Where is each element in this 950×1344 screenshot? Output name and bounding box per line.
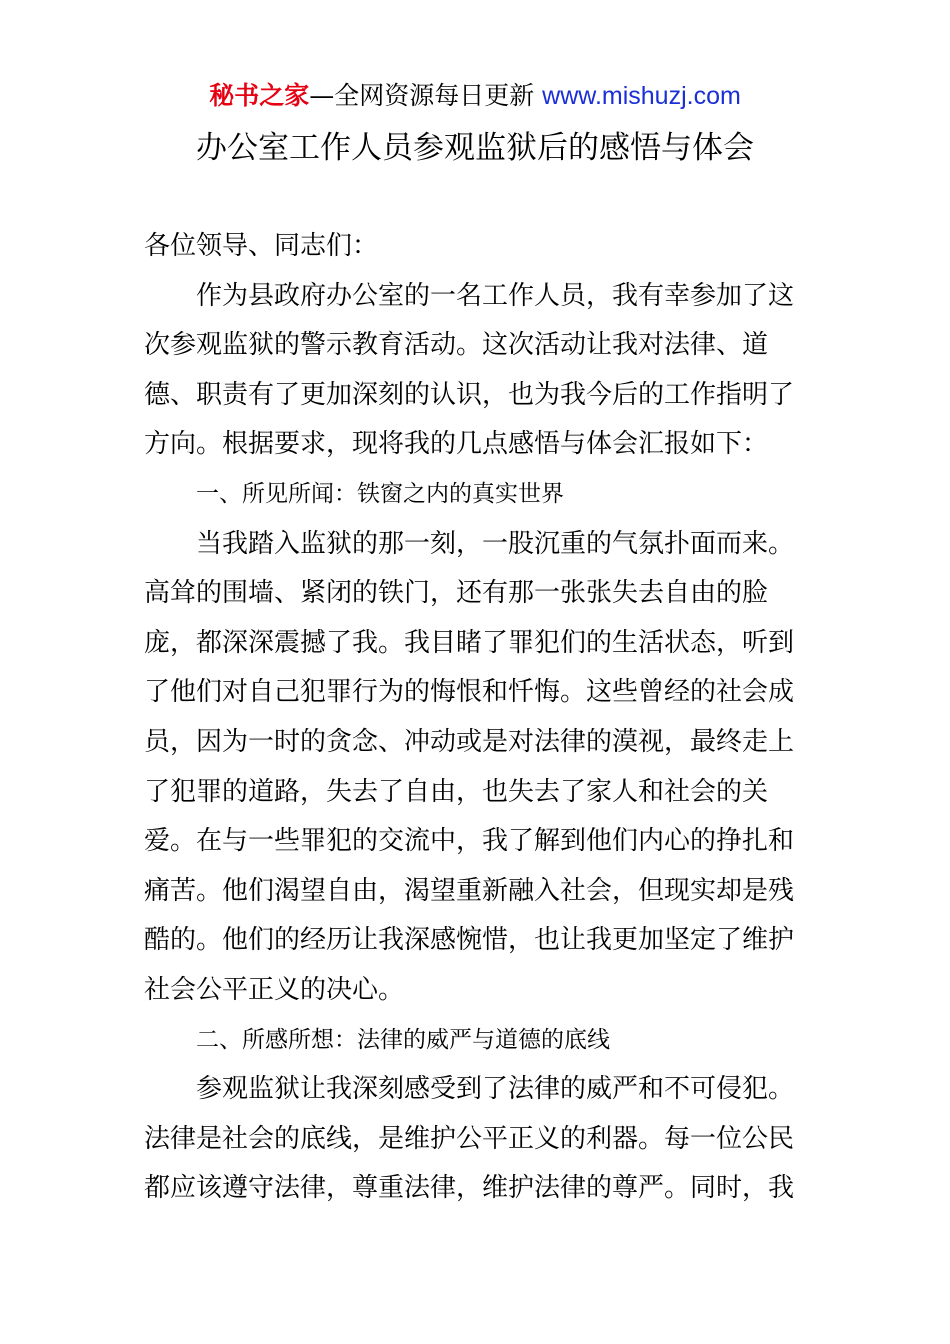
text-line: 庞，都深深震撼了我。我目睹了罪犯们的生活状态，听到 [144,627,795,658]
text-line: 酷的。他们的经历让我深感惋惜，也让我更加坚定了维护 [144,925,795,956]
text-line: 参观监狱让我深刻感受到了法律的威严和不可侵犯。 [196,1074,795,1105]
text-line: 法律是社会的底线，是维护公平正义的利器。每一位公民 [144,1123,795,1154]
text-line: 德、职责有了更加深刻的认识，也为我今后的工作指明了 [144,379,795,410]
text-line: 爱。在与一些罪犯的交流中，我了解到他们内心的挣扎和 [144,826,795,857]
text-line: 当我踏入监狱的那一刻，一股沉重的气氛扑面而来。 [196,528,795,559]
site-url-link[interactable]: www.mishuzj.com [542,82,741,110]
text-line: 高耸的围墙、紧闭的铁门，还有那一张张失去自由的脸 [144,578,769,609]
text-line: 社会公平正义的决心。 [144,974,405,1005]
site-header [0,78,950,114]
text-line: 次参观监狱的警示教育活动。这次活动让我对法律、道 [144,330,769,361]
document-body [144,226,809,1218]
text-line: 都应该遵守法律，尊重法律，维护法律的尊严。同时，我 [144,1173,795,1204]
text-line: 了犯罪的道路，失去了自由，也失去了家人和社会的关 [144,776,769,807]
text-line: 员，因为一时的贪念、冲动或是对法律的漠视，最终走上 [144,726,795,757]
section-heading-2: 二、所感所想：法律的威严与道德的底线 [196,1026,610,1053]
section-heading-1: 一、所见所闻：铁窗之内的真实世界 [196,480,564,507]
text-line: 作为县政府办公室的一名工作人员，我有幸参加了这 [196,280,795,311]
site-tagline: —全网资源每日更新 [309,81,543,110]
text-line: 了他们对自己犯罪行为的悔恨和忏悔。这些曾经的社会成 [144,677,795,708]
text-line: 痛苦。他们渴望自由，渴望重新融入社会，但现实却是残 [144,875,795,906]
text-line: 方向。根据要求，现将我的几点感悟与体会汇报如下： [144,429,769,460]
document-title: 办公室工作人员参观监狱后的感悟与体会 [196,130,754,166]
salutation: 各位领导、同志们： [144,231,379,261]
brand-name: 秘书之家 [209,81,310,110]
